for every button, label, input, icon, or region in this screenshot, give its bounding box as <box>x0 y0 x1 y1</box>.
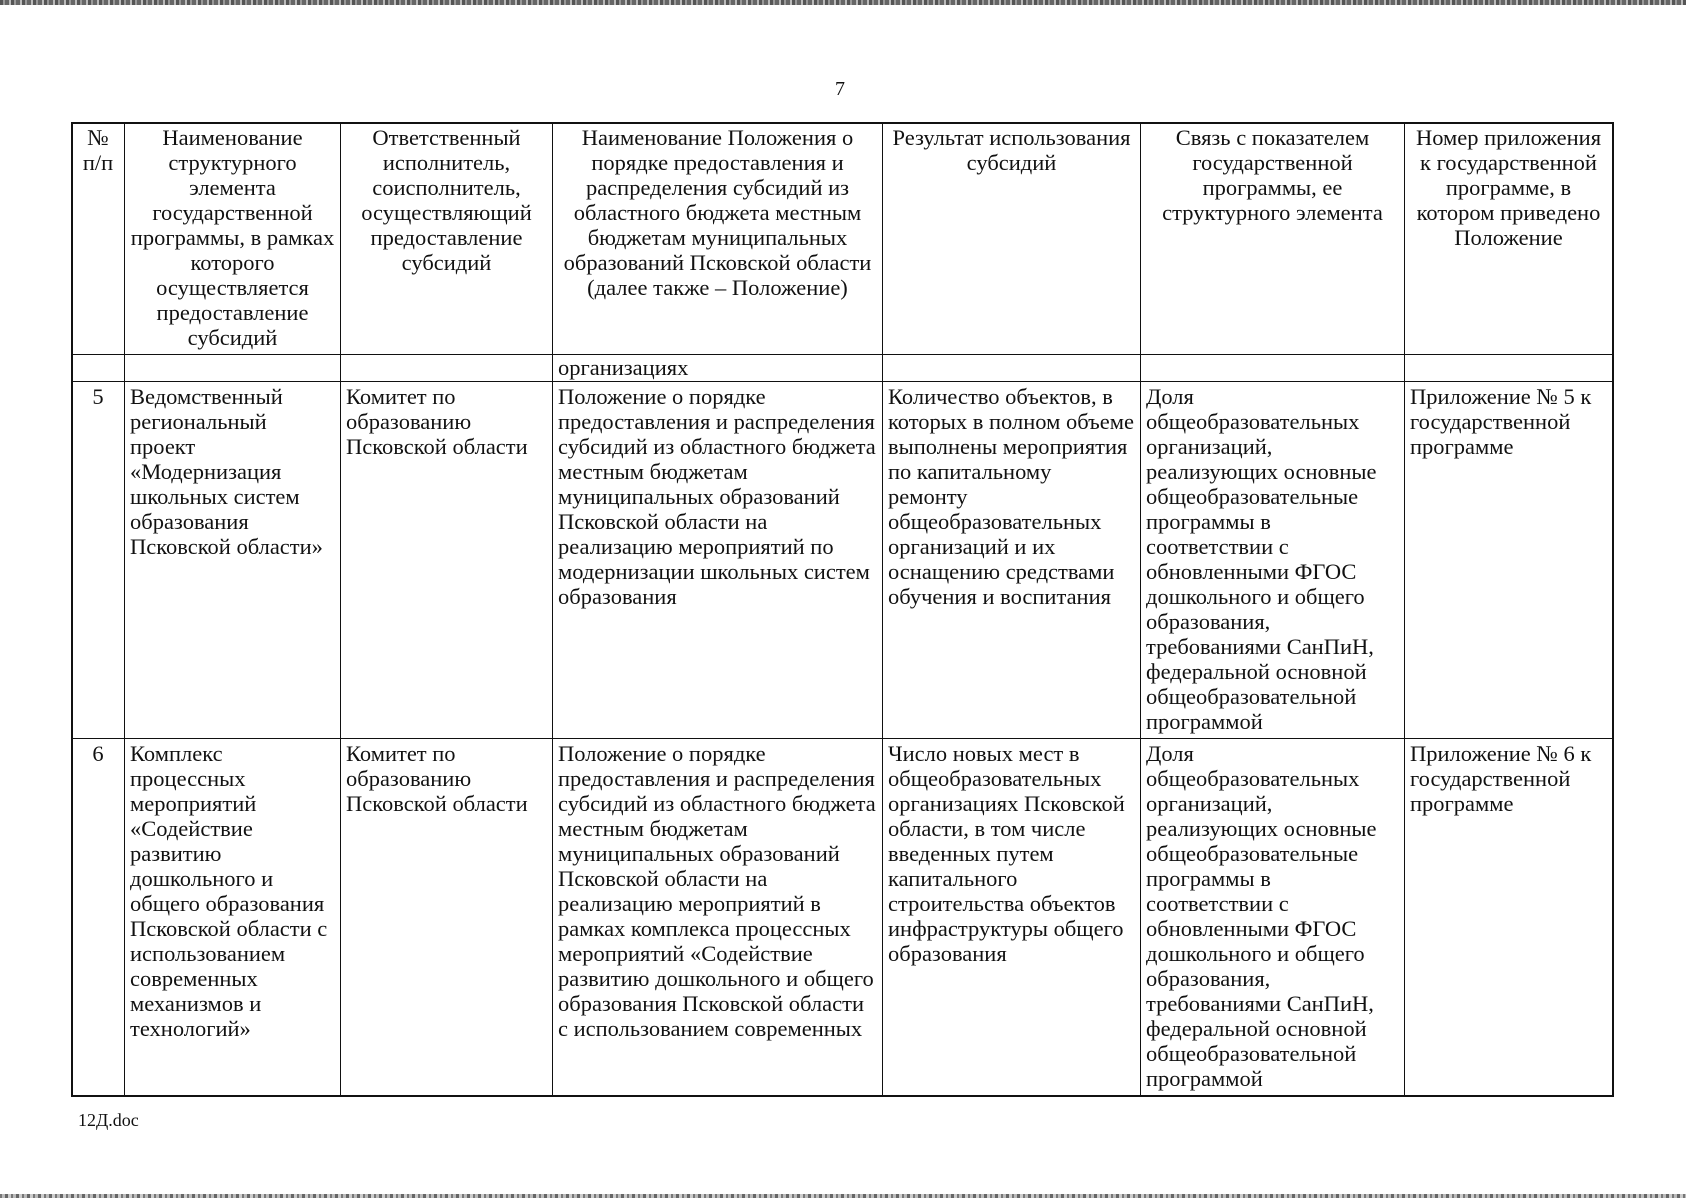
document-filename: 12Д.doc <box>78 1110 139 1130</box>
regulation-name-cell: Положение о порядке предоставления и распределения субсидий из областного бюджета местным бюджетам муниципальных образований Псковской области на реализацию мероприятий в рамках комплекса процессных мероприятий «Содействие развитию дошкольного и общего образования Псковской области с использованием современных <box>553 739 883 1097</box>
executor-cell: Комитет по образованию Псковской области <box>341 382 553 739</box>
appendix-number-cell: Приложение № 6 к государственной программе <box>1405 739 1613 1097</box>
structural-element-cell: Комплекс процессных мероприятий «Содействие развитию дошкольного и общего образования Псковской области с использованием современных механизмов и технологий» <box>125 739 341 1097</box>
page-number: 7 <box>835 78 845 100</box>
header-cell-number: № п/п <box>72 123 125 355</box>
table-row <box>72 382 1613 739</box>
result-cell: Число новых мест в общеобразовательных организациях Псковской области, в том числе введенных путем капитального строительства объектов инфраструктуры общего образования <box>883 739 1141 1097</box>
executor-cell: Комитет по образованию Псковской области <box>341 739 553 1097</box>
table-cell <box>883 355 1141 382</box>
table-cell <box>1405 355 1613 382</box>
scan-edge-top <box>0 0 1686 5</box>
table-cell <box>72 355 125 382</box>
regulation-name-cell: Положение о порядке предоставления и распределения субсидий из областного бюджета местным бюджетам муниципальных образований Псковской области на реализацию мероприятий по модернизации школьных систем образования <box>553 382 883 739</box>
table-row-continuation <box>72 355 1613 382</box>
result-cell: Количество объектов, в которых в полном объеме выполнены мероприятия по капитальному ремонту общеобразовательных организаций и их оснащению средствами обучения и воспитания <box>883 382 1141 739</box>
header-cell-appendix-number: Номер приложения к государственной программе, в котором приведено Положение <box>1405 123 1613 355</box>
subsidy-table <box>71 122 1613 1097</box>
appendix-number-cell: Приложение № 5 к государственной программе <box>1405 382 1613 739</box>
header-cell-result: Результат использования субсидий <box>883 123 1141 355</box>
header-cell-executor: Ответственный исполнитель, соисполнитель, осуществляющий предоставление субсидий <box>341 123 553 355</box>
header-cell-indicator-link: Связь с показателем государственной программы, ее структурного элемента <box>1141 123 1405 355</box>
scan-edge-bottom <box>0 1194 1686 1198</box>
row-number: 5 <box>72 382 125 739</box>
indicator-link-cell: Доля общеобразовательных организаций, реализующих основные общеобразовательные программы в соответствии с обновленными ФГОС дошкольного и общего образования, требованиями СанПиН, федеральной основной общеобразовательной программой <box>1141 739 1405 1097</box>
table-header-row <box>72 123 1613 355</box>
header-cell-structural-element: Наименование структурного элемента государственной программы, в рамках которого осуществляется предоставление субсидий <box>125 123 341 355</box>
table-row <box>72 739 1613 1097</box>
header-cell-regulation-name: Наименование Положения о порядке предоставления и распределения субсидий из областного бюджета местным бюджетам муниципальных образований Псковской области (далее также – Положение) <box>553 123 883 355</box>
table-cell <box>341 355 553 382</box>
row-number: 6 <box>72 739 125 1097</box>
indicator-link-cell: Доля общеобразовательных организаций, реализующих основные общеобразовательные программы в соответствии с обновленными ФГОС дошкольного и общего образования, требованиями СанПиН, федеральной основной общеобразовательной программой <box>1141 382 1405 739</box>
table-cell <box>1141 355 1405 382</box>
structural-element-cell: Ведомственный региональный проект «Модернизация школьных систем образования Псковской области» <box>125 382 341 739</box>
table-cell <box>125 355 341 382</box>
table-cell: организациях <box>553 355 883 382</box>
